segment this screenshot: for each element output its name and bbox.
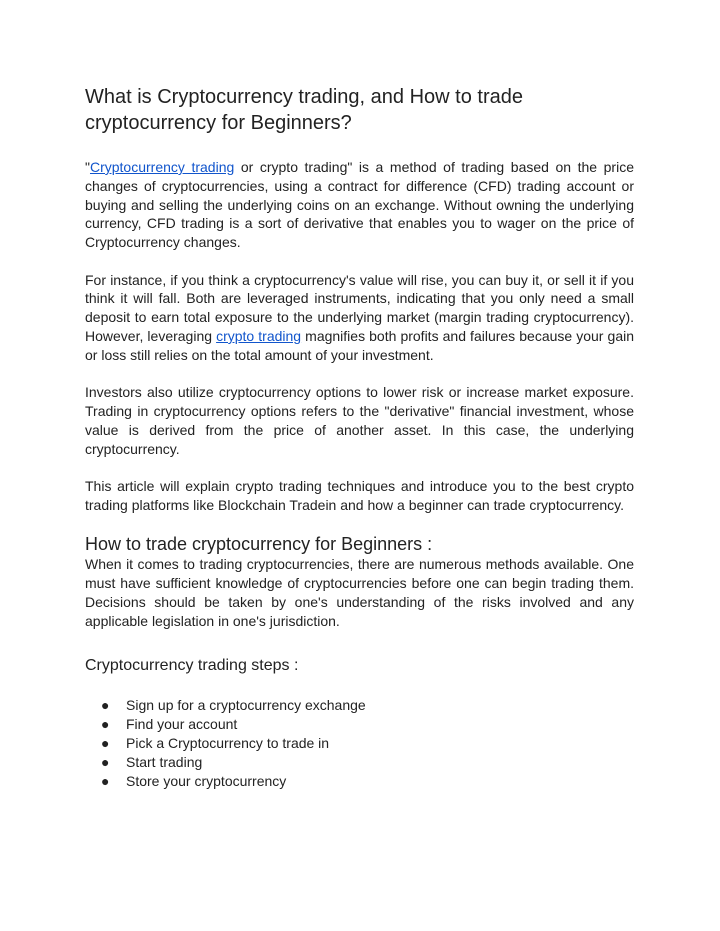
cryptocurrency-trading-link[interactable]: Cryptocurrency trading <box>89 159 235 175</box>
quote-open: " <box>85 159 90 175</box>
paragraph-options: Investors also utilize cryptocurrency options to lower risk or increase market exposure. Trading in cryptocurrency options refers to the "derivative" financial investment, whose value is derived from the price of another asset. In this case, the underlying cryptocurrency. <box>85 384 634 457</box>
bullet-icon: ● <box>101 697 110 714</box>
list-item-text: Start trading <box>126 753 203 770</box>
paragraph-example-text-after: magnifies both profits and failures because your gain or loss still relies on the total amount of your investment. <box>85 327 634 363</box>
paragraph-example-text-before: For instance, if you think a cryptocurrency's value will rise, you can buy it, or sell it if you think it will fall. Both are leveraged instruments, indicating that you only need a small deposit to earn total exposure to the underlying market (margin trading cryptocurrency). However, leveraging <box>85 271 634 344</box>
list-item <box>101 696 634 715</box>
list-item <box>101 734 634 753</box>
paragraph-beginners: When it comes to trading cryptocurrencies, there are numerous methods available. One must have sufficient knowledge of cryptocurrencies before one can begin trading them. Decisions should be taken by one's understanding of the risks involved and any applicable legislation in one's jurisdiction. <box>85 556 634 629</box>
list-item-text: Sign up for a cryptocurrency exchange <box>126 697 366 714</box>
list-item-text: Pick a Cryptocurrency to trade in <box>126 734 330 751</box>
list-item <box>101 772 634 791</box>
section-heading-beginners: How to trade cryptocurrency for Beginners : <box>85 534 433 555</box>
steps-list <box>85 696 634 790</box>
list-item-text: Find your account <box>126 716 238 733</box>
paragraph-intro-text: or crypto trading" is a method of trading based on the price changes of cryptocurrencies, using a contract for difference (CFD) trading account or buying and selling the underlying coins on an exchange. Without owning the underlying currency, CFD trading is a sort of derivative that enables you to wager on the price of Cryptocurrency changes. <box>85 159 634 251</box>
steps-heading: Cryptocurrency trading steps : <box>85 657 299 675</box>
paragraph-example <box>85 271 634 365</box>
list-item-text: Store your cryptocurrency <box>126 772 287 789</box>
bullet-icon: ● <box>101 716 110 733</box>
paragraph-article-summary: This article will explain crypto trading techniques and introduce you to the best crypto trading platforms like Blockchain Tradein and how a beginner can trade cryptocurrency. <box>85 477 634 513</box>
paragraph-intro <box>85 158 634 252</box>
bullet-icon: ● <box>101 734 110 751</box>
list-item <box>101 753 634 772</box>
crypto-trading-link[interactable]: crypto trading <box>216 327 302 344</box>
bullet-icon: ● <box>101 772 110 789</box>
bullet-icon: ● <box>101 753 110 770</box>
list-item <box>101 715 634 734</box>
page-title: What is Cryptocurrency trading, and How to trade cryptocurrency for Beginners? <box>85 86 523 134</box>
